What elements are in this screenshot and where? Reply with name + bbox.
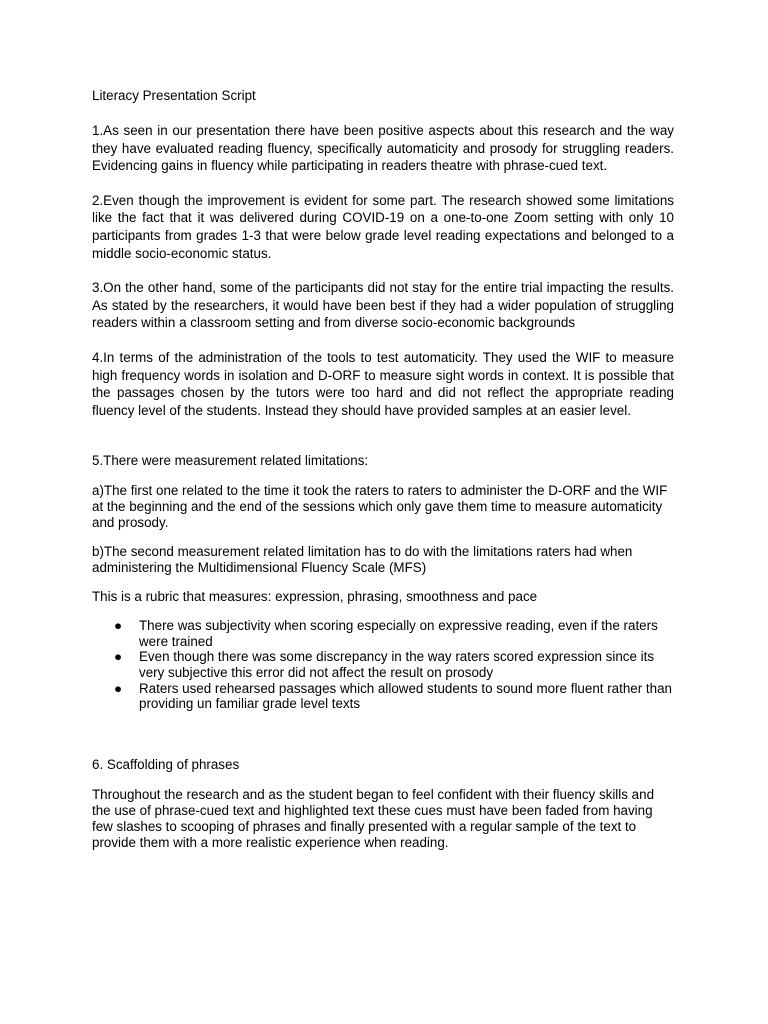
document-page [92,86,674,850]
list-item [92,649,674,680]
bullet-icon: ● [114,649,123,665]
bullet-icon: ● [114,680,123,696]
section-6-heading: 6. Scaffolding of phrases [92,756,240,772]
list-item-text: There was subjectivity when scoring especially on expressive reading, even if the raters were trained [139,618,658,649]
list-item [92,618,674,649]
section-5-heading: 5.There were measurement related limitations: [92,453,369,469]
paragraph-3: 3.On the other hand, some of the participants did not stay for the entire trial impacting the results. As stated by the researchers, it would have been best if they had a wider population of struggling readers within a classroom setting and from diverse socio-economic backgrounds [92,280,674,331]
paragraph-2: 2.Even though the improvement is evident for some part. The research showed some limitations like the fact that it was delivered during COVID-19 on a one-to-one Zoom setting with only 10 participants from grades 1-3 that were below grade level reading expectations and belonged to a middle socio-economic status. [92,192,674,261]
bullet-list [92,618,674,712]
paragraph-4: 4.In terms of the administration of the tools to test automaticity. They used the WIF to measure high frequency words in isolation and D-ORF to measure sight words in context. It is possible that the passages chosen by the tutors were too hard and did not reflect the appropriate reading fluency level of the students. Instead they should have provided samples at an easier level. [92,349,674,418]
list-item-text: Even though there was some discrepancy in the way raters scored expression since its very subjective this error did not affect the result on prosody [139,649,655,681]
rubric-description: This is a rubric that measures: expression, phrasing, smoothness and pace [92,589,538,605]
list-item [92,681,674,712]
limitation-a: a)The first one related to the time it took the raters to raters to administer the D-ORF and the WIF at the beginning and the end of the sessions which only gave them time to measure automaticity and prosody. [92,483,668,530]
document-title: Literacy Presentation Script [92,88,256,103]
paragraph-6: Throughout the research and as the student began to feel confident with their fluency skills and the use of phrase-cued text and highlighted text these cues must have been faded from having few slashes to scooping of phrases and finally presented with a regular sample of the text to provide them with a more realistic experience when reading. [92,786,655,850]
list-item-text: Raters used rehearsed passages which allowed students to sound more fluent rather than providing un familiar grade level texts [139,680,672,712]
paragraph-1: 1.As seen in our presentation there have been positive aspects about this research and the way they have evaluated reading fluency, specifically automaticity and prosody for struggling readers. Evidencing gains in fluency while participating in readers theatre with phrase-cued text. [92,123,674,174]
limitation-b: b)The second measurement related limitation has to do with the limitations raters had when administering the Multidimensional Fluency Scale (MFS) [92,544,633,575]
bullet-icon: ● [114,618,123,634]
